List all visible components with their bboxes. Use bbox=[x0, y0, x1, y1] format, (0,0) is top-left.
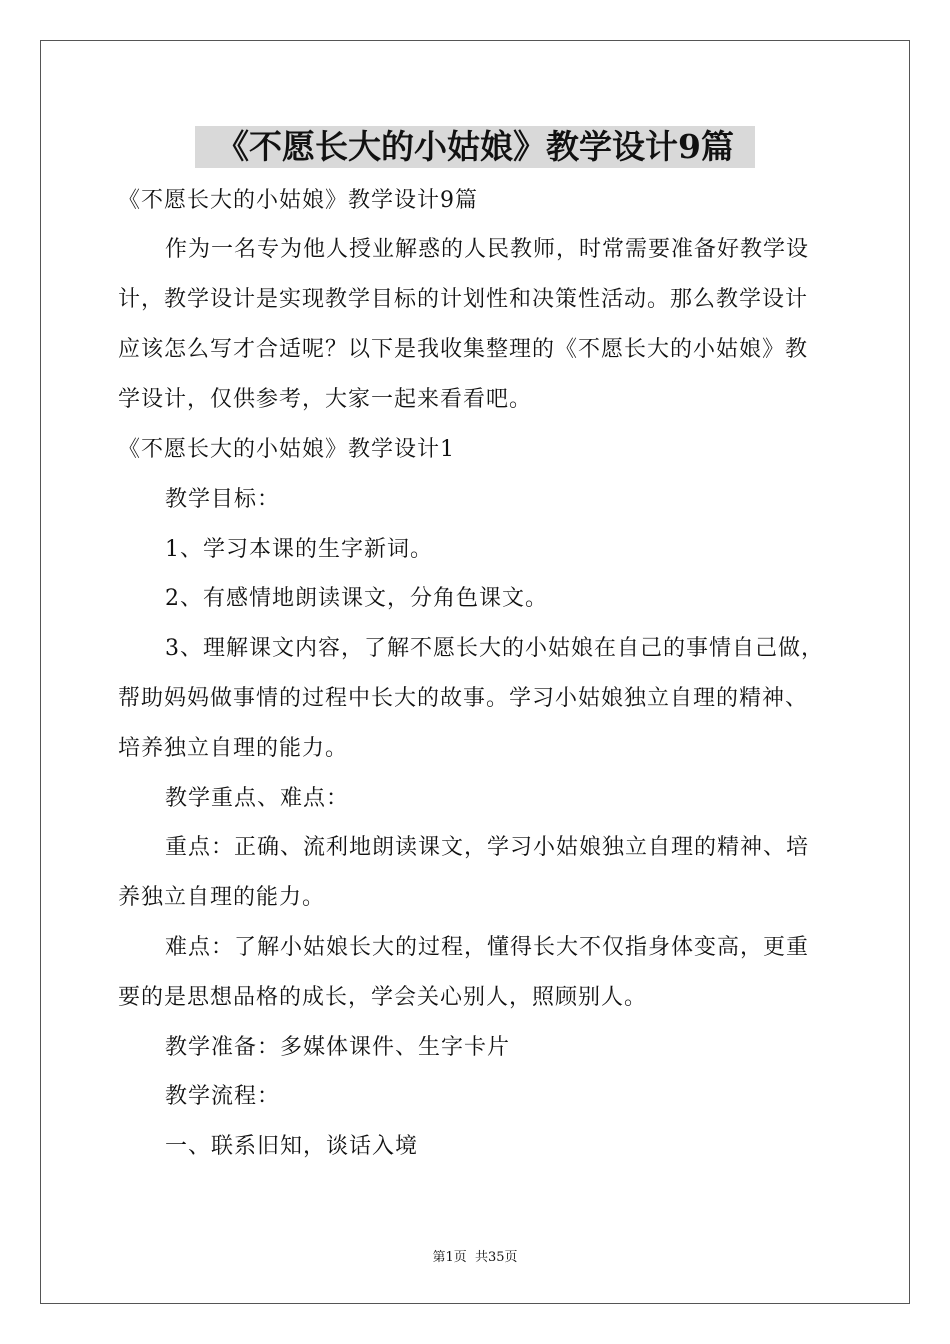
paragraph-line: 要的是思想品格的成长，学会关心别人，照顾别人。 bbox=[118, 985, 648, 1010]
paragraph-line: 重点：正确、流利地朗读课文，学习小姑娘独立自理的精神、培 bbox=[165, 835, 810, 860]
paragraph-line: 应该怎么写才合适呢？以下是我收集整理的《不愿长大的小姑娘》教 bbox=[118, 337, 809, 362]
page-number: 第1页 bbox=[432, 1250, 467, 1265]
paragraph-line: 3、理解课文内容，了解不愿长大的小姑娘在自己的事情自己做， bbox=[165, 636, 824, 661]
paragraph-line: 养独立自理的能力。 bbox=[118, 885, 326, 910]
page-border bbox=[40, 40, 910, 1304]
paragraph-line: 学设计，仅供参考，大家一起来看看吧。 bbox=[118, 387, 533, 412]
paragraph-line: 教学目标： bbox=[165, 487, 281, 512]
paragraph-line: 一、联系旧知，谈话入境 bbox=[165, 1134, 419, 1159]
paragraph-line: 1、学习本课的生字新词。 bbox=[165, 537, 433, 562]
paragraph-line: 教学重点、难点： bbox=[165, 786, 350, 811]
section-heading: 《不愿长大的小姑娘》教学设计1 bbox=[118, 437, 455, 462]
paragraph-line: 难点：了解小姑娘长大的过程，懂得长大不仅指身体变高，更重 bbox=[165, 935, 810, 960]
paragraph-line: 培养独立自理的能力。 bbox=[118, 736, 349, 761]
document-title: 《不愿长大的小姑娘》教学设计9篇 bbox=[195, 126, 755, 168]
paragraph-line: 教学流程： bbox=[165, 1084, 281, 1109]
subtitle-line: 《不愿长大的小姑娘》教学设计9篇 bbox=[118, 188, 478, 213]
paragraph-line: 2、有感情地朗读课文，分角色课文。 bbox=[165, 586, 548, 611]
paragraph-line: 计，教学设计是实现教学目标的计划性和决策性活动。那么教学设计 bbox=[118, 287, 809, 312]
page-total: 共35页 bbox=[474, 1250, 518, 1265]
paragraph-line: 作为一名专为他人授业解惑的人民教师，时常需要准备好教学设 bbox=[165, 237, 810, 262]
page-footer bbox=[0, 1246, 950, 1265]
paragraph-line: 教学准备：多媒体课件、生字卡片 bbox=[165, 1035, 511, 1060]
paragraph-line: 帮助妈妈做事情的过程中长大的故事。学习小姑娘独立自理的精神、 bbox=[118, 686, 809, 711]
